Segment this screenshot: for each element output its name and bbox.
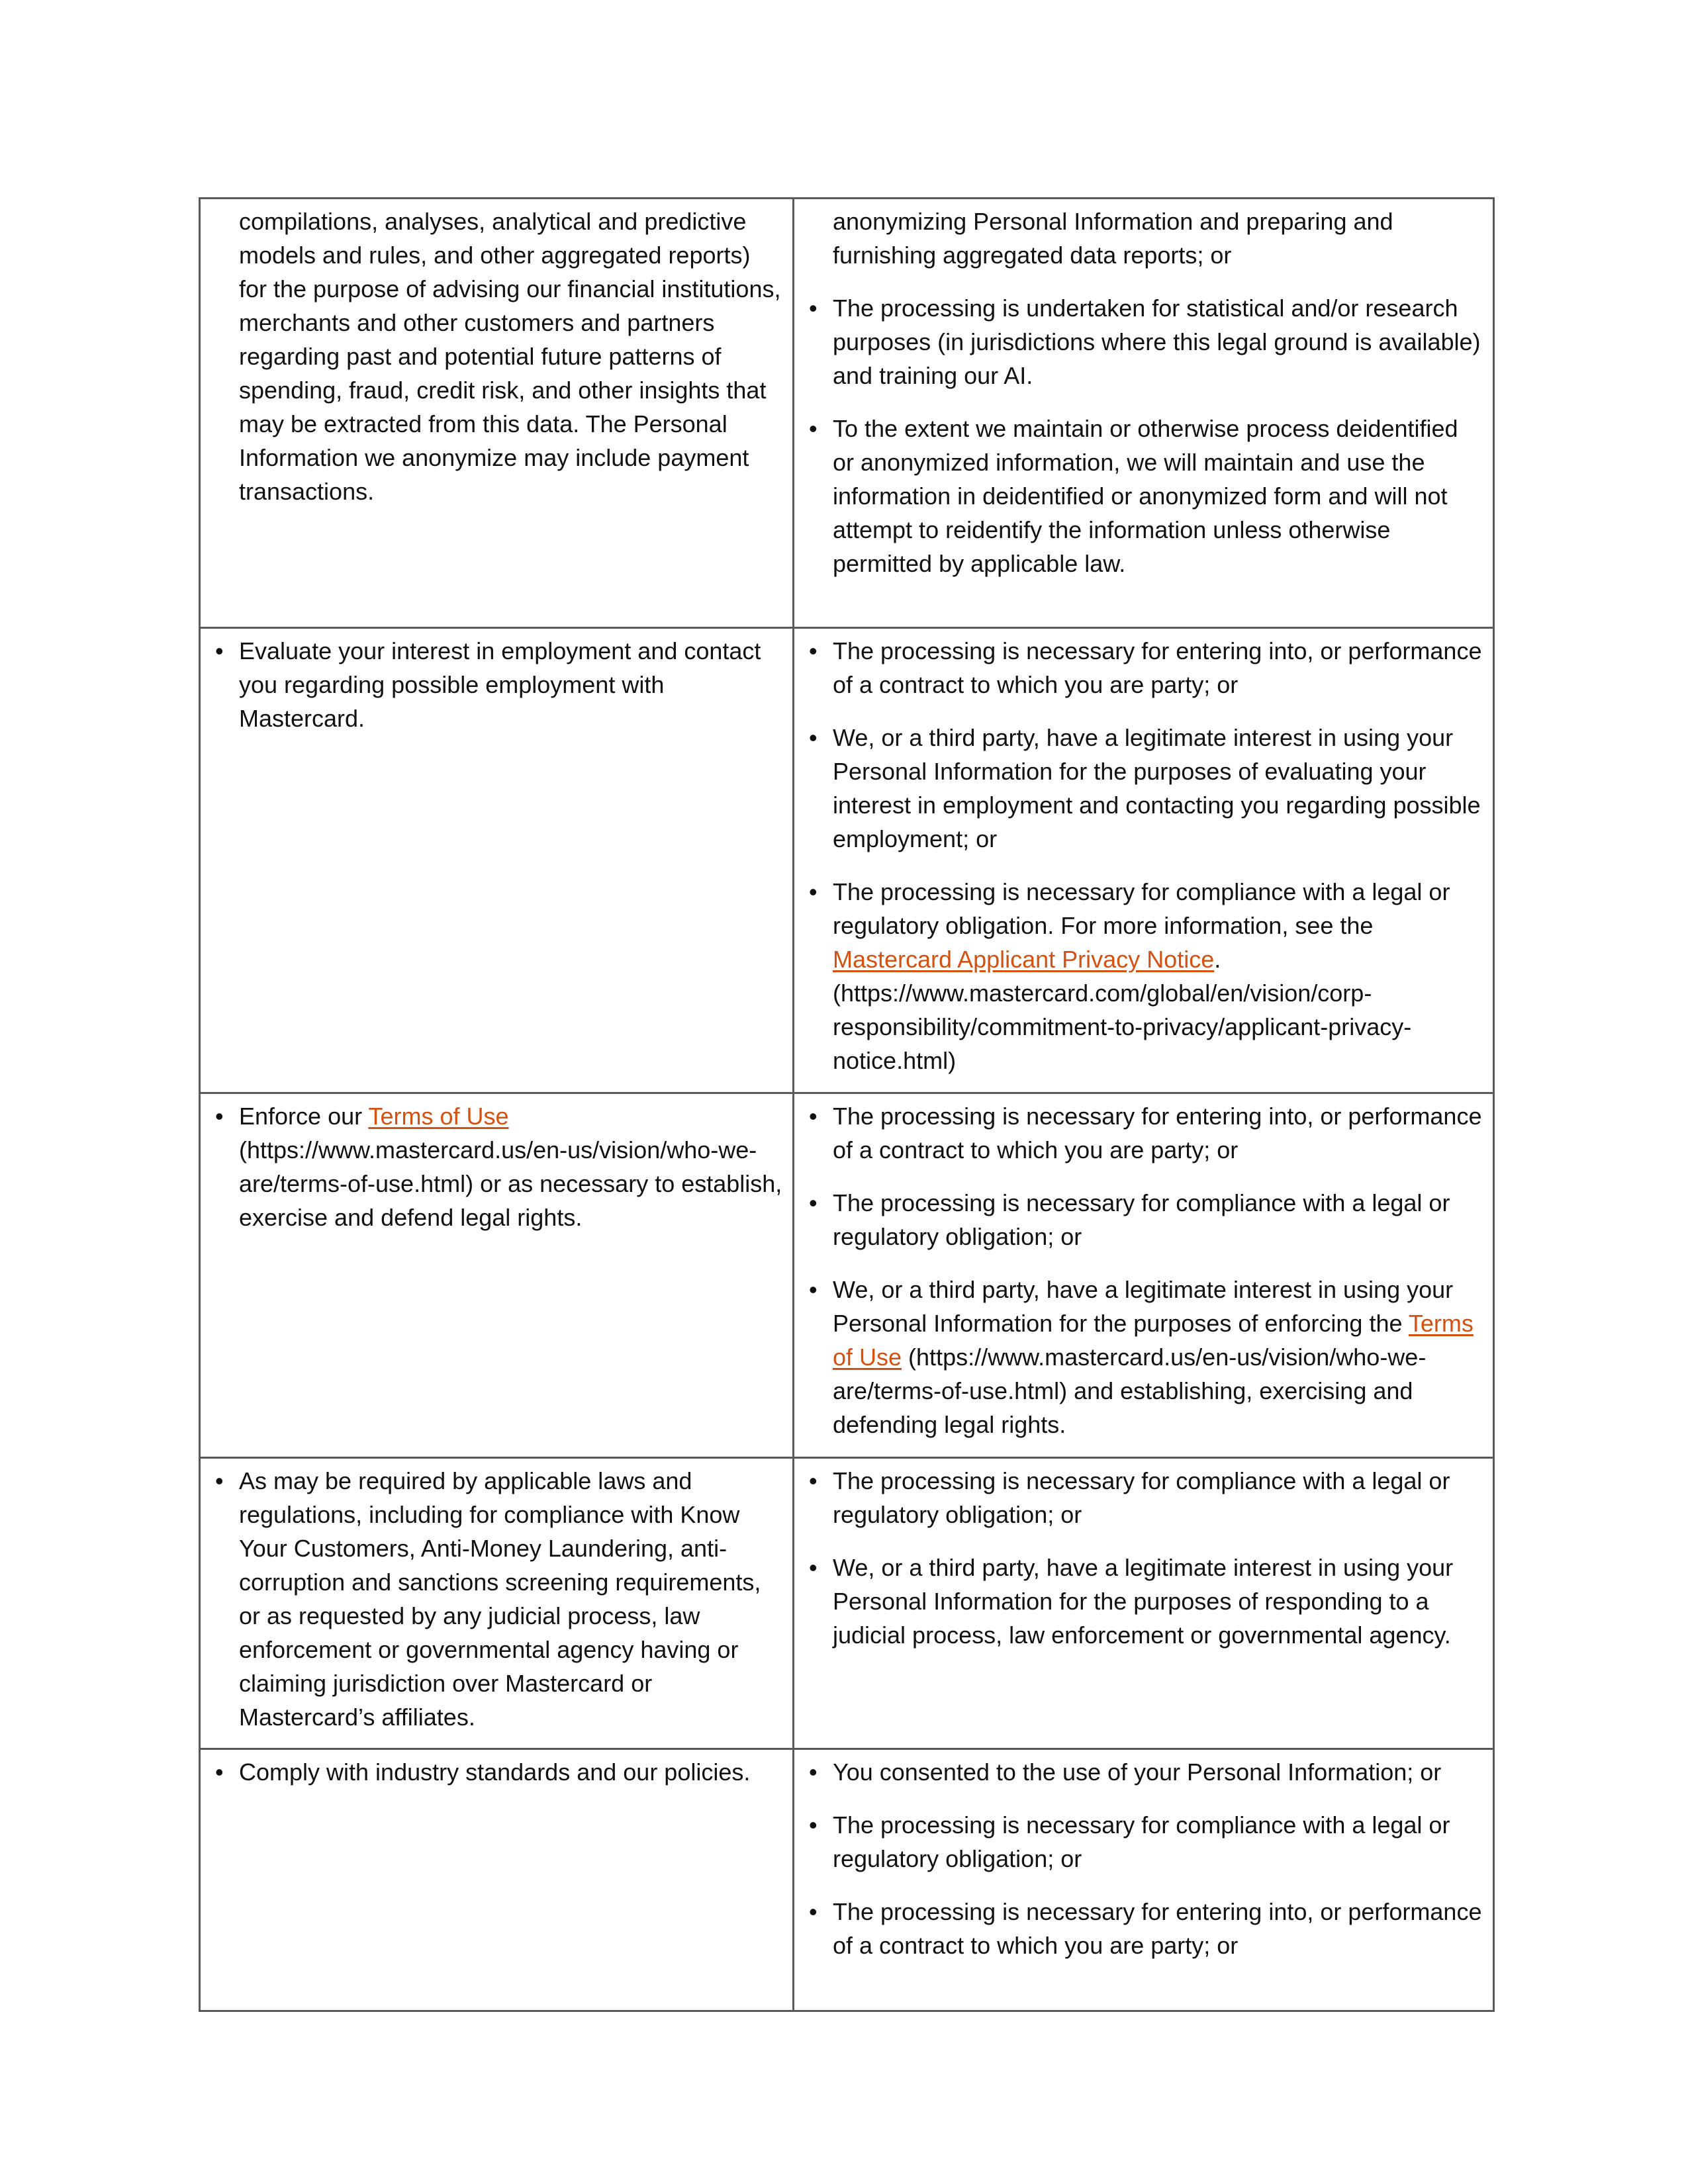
list-item — [809, 721, 1483, 856]
bullet-icon: • — [215, 1467, 224, 1494]
purpose-text: As may be required by applicable laws and regulations, including for compliance with Know Your Customers, Anti-Money Laundering, anti-corruption and sanctions screening requirements, or as requested by any judicial process, law enforcement or governmental agency having or claiming jurisdiction over Mastercard or Mastercard’s affiliates. — [239, 1467, 761, 1731]
bullet-icon: • — [809, 1898, 818, 1925]
list-item — [809, 1808, 1483, 1876]
legal-basis-text: We, or a third party, have a legitimate interest in using your Personal Information for the purposes of enforcing the — [833, 1276, 1454, 1337]
legal-basis-text: anonymizing Personal Information and preparing and furnishing aggregated data reports; or — [833, 208, 1393, 269]
table-row — [200, 628, 1494, 1093]
legal-basis-text: The processing is necessary for compliance with a legal or regulatory obligation; or — [833, 1189, 1450, 1250]
list-item — [809, 634, 1483, 702]
terms-of-use-link[interactable]: Terms of Use — [833, 1310, 1474, 1371]
legal-basis-text: The processing is necessary for entering into, or performance of a contract to which you are party; or — [833, 1103, 1482, 1163]
list-item — [809, 1273, 1483, 1441]
terms-of-use-link[interactable]: Terms of Use — [368, 1103, 509, 1130]
legal-basis-text: The processing is necessary for entering into, or performance of a contract to which you are party; or — [833, 637, 1482, 698]
list-item — [809, 1464, 1483, 1531]
table-row — [200, 199, 1494, 628]
list-item — [215, 1755, 783, 1789]
bullet-icon: • — [809, 1811, 818, 1839]
list-item — [809, 1755, 1483, 1789]
purpose-text: Evaluate your interest in employment and contact you regarding possible employment with Mastercard. — [239, 637, 761, 732]
legal-basis-text: (https://www.mastercard.us/en-us/vision/who-we-are/terms-of-use.html) and establishing, exercising and defending legal rights. — [833, 1343, 1427, 1438]
list-item — [809, 291, 1483, 392]
bullet-icon: • — [215, 1103, 224, 1130]
list-item — [809, 875, 1483, 1077]
table-row — [200, 1458, 1494, 1749]
legal-basis-text: The processing is necessary for compliance with a legal or regulatory obligation. For more information, see the — [833, 878, 1450, 939]
legal-basis-text: The processing is undertaken for statistical and/or research purposes (in jurisdictions where this legal ground is available) and training our AI. — [833, 295, 1481, 389]
list-item — [809, 1895, 1483, 1962]
legal-basis-cell — [794, 1749, 1494, 2011]
legal-basis-text: To the extent we maintain or otherwise process deidentified or anonymized information, we will maintain and use the information in deidentified or anonymized form and will not attempt to reidentify the information unless otherwise permitted by applicable law. — [833, 415, 1458, 577]
list-item — [809, 1099, 1483, 1167]
legal-basis-text: We, or a third party, have a legitimate interest in using your Personal Information for the purposes of evaluating your interest in employment and contacting you regarding possible employment; or — [833, 724, 1481, 852]
legal-basis-text: We, or a third party, have a legitimate interest in using your Personal Information for the purposes of responding to a judicial process, law enforcement or governmental agency. — [833, 1554, 1454, 1649]
list-item — [215, 1099, 783, 1234]
table-row — [200, 1749, 1494, 2011]
bullet-icon: • — [809, 1554, 818, 1581]
bullet-icon: • — [809, 1467, 818, 1494]
applicant-privacy-notice-link[interactable]: Mastercard Applicant Privacy Notice — [833, 946, 1215, 973]
table-row — [200, 1093, 1494, 1458]
purpose-cell — [200, 1749, 794, 2011]
legal-basis-table — [199, 197, 1495, 2012]
list-item — [215, 1464, 783, 1734]
purpose-cell — [200, 1458, 794, 1749]
legal-basis-text: The processing is necessary for compliance with a legal or regulatory obligation; or — [833, 1811, 1450, 1872]
purpose-text: (https://www.mastercard.us/en-us/vision/who-we-are/terms-of-use.html) or as necessary to establish, exercise and defend legal rights. — [239, 1136, 782, 1231]
bullet-icon: • — [215, 637, 224, 664]
list-item — [809, 412, 1483, 580]
legal-basis-cell — [794, 199, 1494, 628]
list-item — [215, 634, 783, 735]
legal-basis-cell — [794, 1093, 1494, 1458]
bullet-icon: • — [809, 878, 818, 905]
purpose-cell — [200, 199, 794, 628]
bullet-icon: • — [809, 724, 818, 751]
legal-basis-text: The processing is necessary for entering into, or performance of a contract to which you are party; or — [833, 1898, 1482, 1959]
legal-basis-text: The processing is necessary for compliance with a legal or regulatory obligation; or — [833, 1467, 1450, 1528]
bullet-icon: • — [809, 1758, 818, 1786]
purpose-cell — [200, 628, 794, 1093]
bullet-icon: • — [809, 637, 818, 664]
list-item — [809, 1551, 1483, 1652]
bullet-icon: • — [809, 415, 818, 442]
bullet-icon: • — [809, 1189, 818, 1216]
legal-basis-cell — [794, 628, 1494, 1093]
bullet-icon: • — [215, 1758, 224, 1786]
purpose-text: Enforce our — [239, 1103, 369, 1130]
legal-basis-text: . (https://www.mastercard.com/global/en/vision/corp-responsibility/commitment-to-privacy/applicant-privacy-notice.html) — [833, 946, 1412, 1074]
bullet-icon: • — [809, 1276, 818, 1303]
bullet-icon: • — [809, 295, 818, 322]
legal-basis-cell — [794, 1458, 1494, 1749]
purpose-text: Comply with industry standards and our policies. — [239, 1758, 751, 1786]
list-item — [833, 205, 1483, 272]
legal-basis-text: You consented to the use of your Personal Information; or — [833, 1758, 1442, 1786]
purpose-text: compilations, analyses, analytical and predictive models and rules, and other aggregated reports) for the purpose of advising our financial institutions, merchants and other customers and partners regarding past and potential future patterns of spending, fraud, credit risk, and other insights that may be extracted from this data. The Personal Information we anonymize may include payment transactions. — [239, 208, 781, 505]
purpose-cell — [200, 1093, 794, 1458]
list-item — [809, 1186, 1483, 1253]
bullet-icon: • — [809, 1103, 818, 1130]
